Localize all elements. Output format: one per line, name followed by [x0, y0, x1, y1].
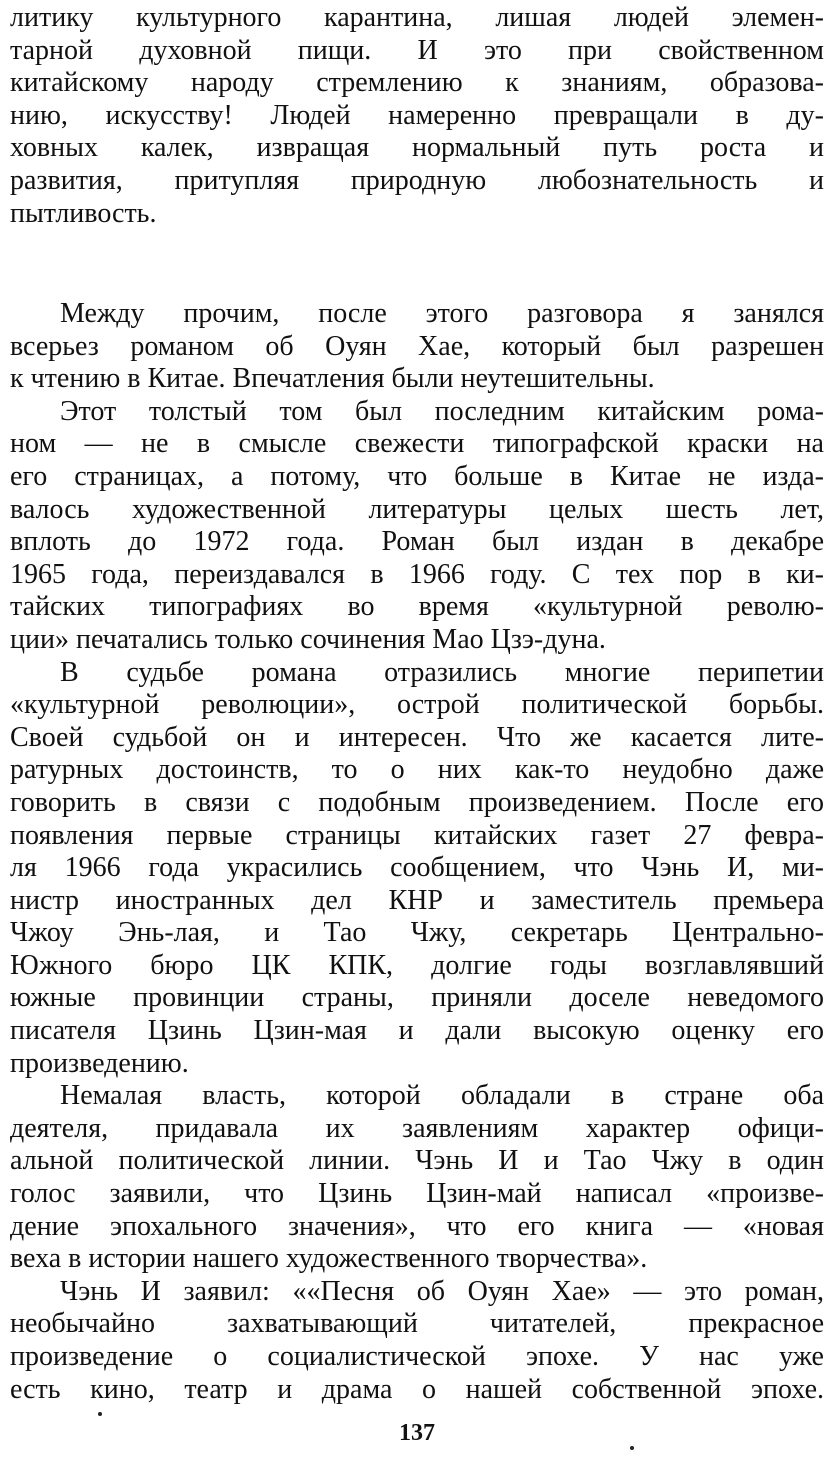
- print-speck: [630, 1446, 634, 1450]
- text-line: дение эпохального значения», что его книга — «новая: [10, 1210, 824, 1242]
- text-line: литику культурного карантина, лишая людей элемен-: [10, 2, 824, 33]
- text-line: есть кино, театр и драма о нашей собственной эпохе.: [10, 1373, 824, 1405]
- text-line: вплоть до 1972 года. Роман был издан в декабре: [10, 526, 824, 558]
- text-line: ции» печатались только сочинения Мао Цзэ-дуна.: [10, 623, 606, 655]
- text-line: говорить в связи с подобным произведением. После его: [10, 786, 824, 818]
- text-line: голос заявили, что Цзинь Цзин-май написал «произве-: [10, 1178, 824, 1210]
- text-line: веха в истории нашего художественного творчества».: [10, 1243, 648, 1275]
- text-line: всерьез романом об Оуян Хае, который был разрешен: [10, 330, 824, 362]
- text-line: Чэнь И заявил: ««Песня об Оуян Хае» — это роман,: [60, 1275, 824, 1307]
- text-line: произведению.: [10, 1047, 189, 1079]
- main-text: [10, 298, 824, 1406]
- paragraph: [10, 396, 824, 657]
- book-page: [10, 0, 824, 1458]
- text-line: необычайно захватывающий читателей, прекрасное: [10, 1308, 824, 1340]
- print-speck: [98, 1412, 102, 1416]
- text-line: появления первые страницы китайских газет 27 февра-: [10, 819, 824, 851]
- text-line: Немалая власть, которой обладали в стране оба: [60, 1080, 824, 1112]
- text-line: нию, искусству! Людей намеренно превращали в ду-: [10, 99, 824, 131]
- paragraph: [10, 2, 824, 230]
- text-line: ном — не в смысле свежести типографской краски на: [10, 428, 824, 460]
- text-line: писателя Цзинь Цзин-мая и дали высокую оценку его: [10, 1015, 824, 1047]
- text-line: альной политической линии. Чэнь И и Тао Чжу в один: [10, 1145, 824, 1177]
- text-line: к чтению в Китае. Впечатления были неутешительны.: [10, 363, 655, 395]
- text-line: ля 1966 года украсились сообщением, что Чэнь И, ми-: [10, 852, 824, 884]
- text-line: произведение о социалистической эпохе. У нас уже: [10, 1341, 824, 1372]
- continued-paragraph: [10, 2, 824, 230]
- page-number: 137: [399, 1420, 435, 1446]
- text-line: В судьбе романа отразились многие перипетии: [60, 656, 824, 688]
- text-line: тарной духовной пищи. И это при свойственном: [10, 34, 824, 66]
- text-line: Между прочим, после этого разговора я занялся: [60, 298, 824, 329]
- text-line: пытливость.: [10, 197, 157, 229]
- paragraph: [10, 298, 824, 396]
- paragraph: [10, 1276, 824, 1406]
- text-line: китайскому народу стремлению к знаниям, образова-: [10, 67, 824, 99]
- paragraph: [10, 1080, 824, 1276]
- paragraph: [10, 657, 824, 1081]
- text-line: Этот толстый том был последним китайским рома-: [60, 395, 824, 427]
- text-line: валось художественной литературы целых шесть лет,: [10, 493, 824, 525]
- text-line: Чжоу Энь-лая, и Тао Чжу, секретарь Центрально-: [10, 917, 824, 949]
- text-line: развития, притупляя природную любознательность и: [10, 164, 824, 196]
- text-line: 1965 года, переиздавался в 1966 году. С тех пор в ки-: [10, 558, 824, 590]
- text-line: тайских типографиях во время «культурной револю-: [10, 591, 824, 623]
- text-line: нистр иностранных дел КНР и заместитель премьера: [10, 884, 824, 916]
- text-line: Своей судьбой он и интересен. Что же касается лите-: [10, 721, 824, 753]
- text-line: Южного бюро ЦК КПК, долгие годы возглавлявший: [10, 949, 824, 981]
- text-line: южные провинции страны, приняли доселе неведомого: [10, 982, 824, 1014]
- text-line: деятеля, придавала их заявлениям характер офици-: [10, 1112, 824, 1144]
- text-line: ховных калек, извращая нормальный путь роста и: [10, 132, 824, 164]
- text-line: ратурных достоинств, то о них как-то неудобно даже: [10, 754, 824, 786]
- text-line: «культурной революции», острой политической борьбы.: [10, 689, 824, 721]
- text-line: его страницах, а потому, что больше в Китае не изда-: [10, 460, 824, 492]
